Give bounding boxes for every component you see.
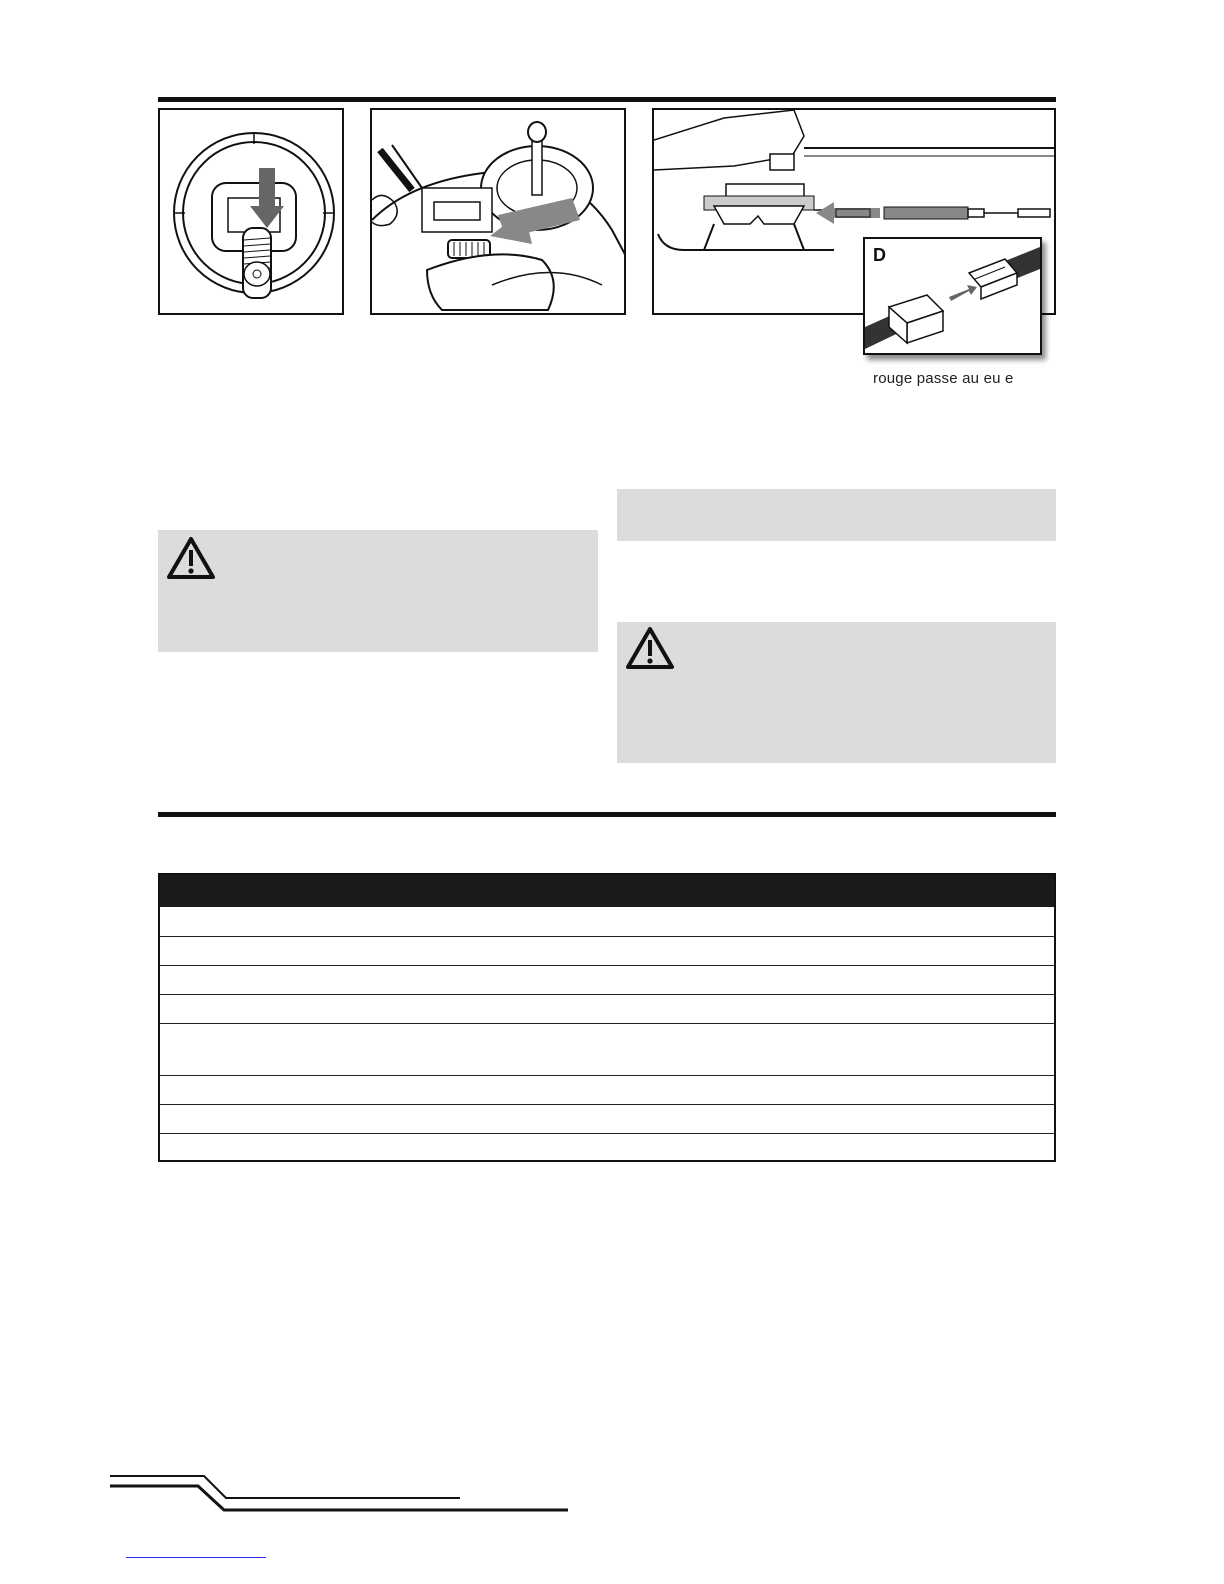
connector-illustration [865,239,1040,353]
figure-d-inset [863,237,1042,355]
table-row [160,1076,1054,1105]
footer-swoosh [108,1474,588,1514]
transmitter-illustration [372,110,626,315]
spec-table [158,873,1056,1162]
table-header [160,875,1054,907]
figure-d-label: D [873,245,886,265]
figure-caption: rouge passe au eu e [873,370,1014,387]
warning-triangle-icon [166,535,216,581]
table-row [160,966,1054,995]
caution-box-left [158,530,598,652]
section-rule [158,812,1056,817]
figure-switch-panel [158,108,344,315]
warning-triangle-icon [625,625,675,671]
table-row [160,1134,1054,1160]
figure-transmitter-panel [370,108,626,315]
notice-box-right [617,489,1056,541]
table-row [160,907,1054,937]
table-row [160,995,1054,1024]
table-row [160,1105,1054,1134]
top-rule [158,97,1056,102]
table-row [160,937,1054,966]
switch-illustration [160,110,344,315]
table-row [160,1024,1054,1076]
warning-box-right [617,622,1056,763]
footer-link-line [126,1557,266,1558]
